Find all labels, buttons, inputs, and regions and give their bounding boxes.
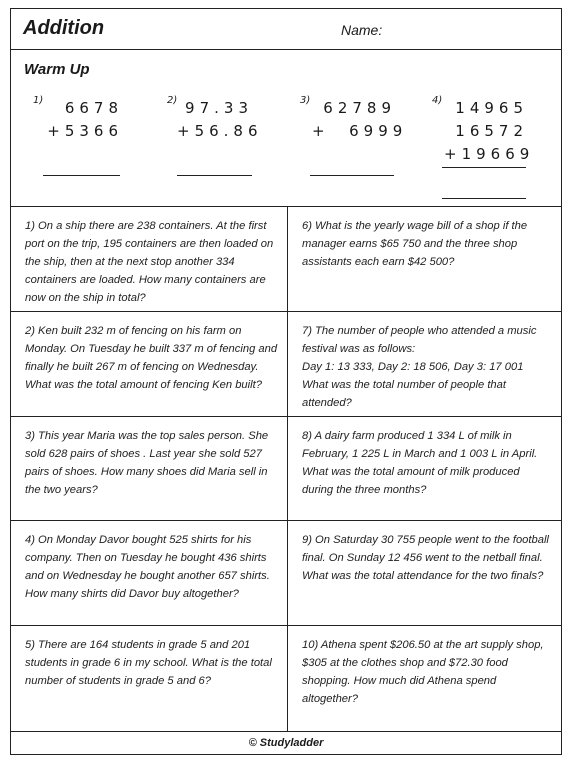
problem-question: What was the total number of people that attended?: [302, 379, 506, 409]
page-title: Addition: [23, 17, 105, 39]
warm-up-section: [11, 50, 561, 207]
problem-text: 7) The number of people who attended a music festival was as follows:: [302, 325, 537, 355]
sum-addend: +5366: [47, 122, 123, 140]
sum-addend: +19669: [444, 145, 535, 163]
word-problem-2: [11, 312, 287, 416]
problem-text: 10) Athena spent $206.50 at the art supply shop, $305 at the clothes shop and $72.30 food shopping. How much did Athena spend altogether?: [302, 639, 544, 705]
worksheet: [10, 8, 562, 755]
sum-addend: +56.86: [177, 122, 263, 140]
problem-text: 8) A dairy farm produced 1 334 L of milk in February, 1 225 L in March and 1 003 L in April. What was the total amount of milk produced during the three months?: [302, 430, 538, 496]
answer-line: [177, 175, 252, 176]
word-problem-10: [288, 626, 561, 731]
sum-addend: 16572: [455, 122, 528, 140]
name-label: Name:: [341, 22, 383, 38]
word-problem-5: [11, 626, 287, 731]
word-problems-grid: [11, 207, 561, 731]
word-problem-9: [288, 521, 561, 625]
word-problem-3: [11, 417, 287, 520]
sum-addend: 14965: [455, 99, 528, 117]
answer-line: [310, 175, 394, 176]
problem-text: 4) On Monday Davor bought 525 shirts for his company. Then on Tuesday he bought 436 shirts and on Wednesday he bought another 657 shirts. How many shirts did Davor buy altogether?: [25, 534, 270, 600]
warm-up-title: Warm Up: [24, 61, 90, 78]
footer-copyright: © Studyladder: [11, 731, 561, 754]
word-problem-4: [11, 521, 287, 625]
attendance-figures: Day 1: 13 333, Day 2: 18 506, Day 3: 17 001: [302, 361, 524, 373]
word-problem-1: [11, 207, 287, 311]
sum-addend: + 6999: [312, 122, 408, 140]
problem-text: 5) There are 164 students in grade 5 and 201 students in grade 6 in my school. What is the total number of students in grade 5 and 6?: [25, 639, 272, 687]
problem-text: 2) Ken built 232 m of fencing on his farm on Monday. On Tuesday he built 337 m of fencing and finally he built 267 m of fencing on Wednesday. What was the total amount of fencing Ken built?: [25, 325, 278, 391]
header: [11, 9, 561, 50]
answer-line: [442, 198, 526, 199]
problem-text: 9) On Saturday 30 755 people went to the football final. On Sunday 12 456 went to the netball final. What was the total attendance for the two finals?: [302, 534, 549, 582]
word-problem-8: [288, 417, 561, 520]
word-problem-7: [288, 312, 561, 416]
problem-text: 1) On a ship there are 238 containers. At the first port on the trip, 195 containers are then loaded on the ship, then at the next stop another 334 containers are loaded. How many containers are now on the ship in total?: [25, 220, 274, 304]
answer-line: [43, 175, 120, 176]
word-problem-6: [288, 207, 561, 311]
sum-addend: 6678: [64, 99, 123, 117]
sum-addend: 97.33: [185, 99, 253, 117]
sum-rule: [442, 167, 526, 168]
sum-number: 4): [432, 95, 443, 106]
sum-number: 1): [33, 95, 44, 106]
problem-text: 3) This year Maria was the top sales person. She sold 628 pairs of shoes . Last year she sold 527 pairs of shoes. How many shoes did Maria sell in the two years?: [25, 430, 269, 496]
problem-text: 6) What is the yearly wage bill of a shop if the manager earns $65 750 and the three shop assistants each earn $42 500?: [302, 220, 528, 268]
sum-number: 2): [167, 95, 178, 106]
sum-number: 3): [300, 95, 311, 106]
sum-addend: 62789: [323, 99, 396, 117]
